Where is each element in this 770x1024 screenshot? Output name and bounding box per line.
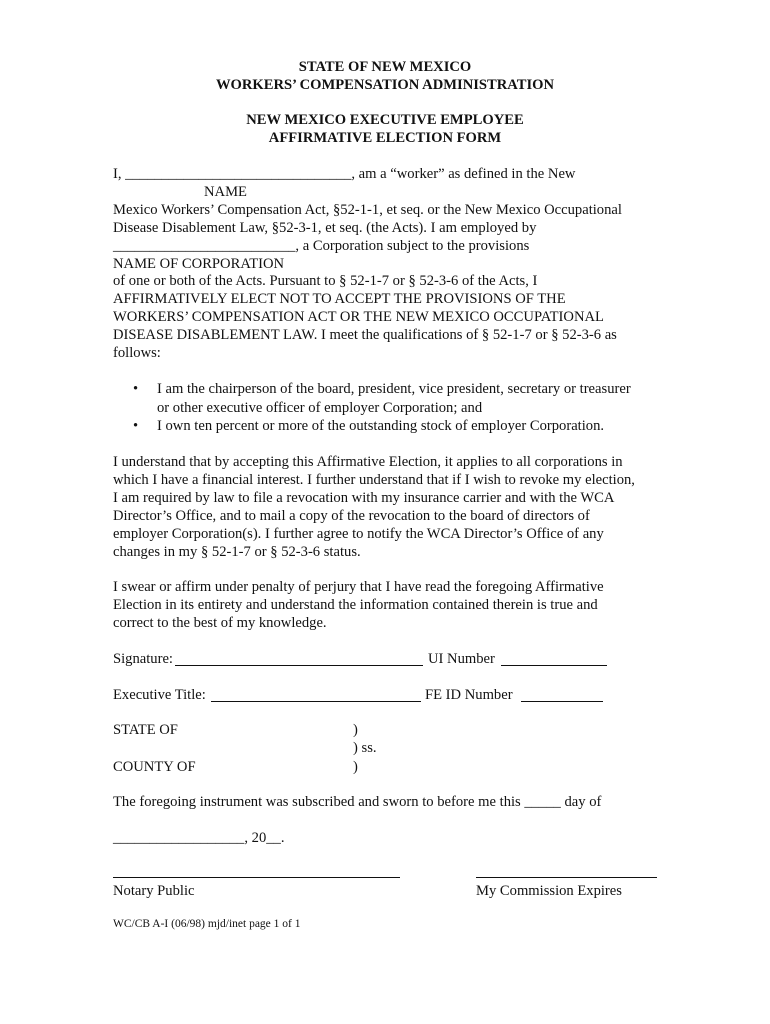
notary-public-label: Notary Public: [113, 883, 195, 899]
understand-line-1: I understand that by accepting this Affirmative Election, it applies to all corporations in: [113, 454, 623, 470]
form-title-line1: NEW MEXICO EXECUTIVE EMPLOYEE: [246, 112, 524, 128]
understand-line-4: Director’s Office, and to mail a copy of the revocation to the board of directors of: [113, 508, 590, 524]
understand-line-5: employer Corporation(s). I further agree to notify the WCA Director’s Office of any: [113, 526, 604, 542]
swear-line-1: I swear or affirm under penalty of perjury that I have read the foregoing Affirmative: [113, 579, 604, 595]
header-state: STATE OF NEW MEXICO: [298, 59, 472, 75]
intro-line-1: I, _______________________________, am a “worker” as defined in the New: [113, 166, 576, 182]
name-field[interactable]: _______________________________: [125, 166, 352, 182]
state-of-label: STATE OF: [113, 722, 178, 738]
bullet-1-line-1: I am the chairperson of the board, president, vice president, secretary or treasurer: [157, 381, 631, 397]
name-label: NAME: [204, 184, 247, 200]
corporation-field[interactable]: _________________________: [113, 238, 296, 254]
intro-line-7: of one or both of the Acts. Pursuant to § 52-1-7 or § 52-3-6 of the Acts, I: [113, 273, 538, 289]
signature-field[interactable]: [175, 665, 423, 666]
bullet-icon: •: [133, 418, 139, 434]
ss-paren: ) ss.: [353, 740, 377, 756]
form-code-footer: WC/CB A-I (06/98) mjd/inet page 1 of 1: [113, 918, 301, 930]
date-line[interactable]: __________________, 20__.: [113, 830, 285, 846]
understand-line-2: which I have a financial interest. I further understand that if I wish to revoke my election,: [113, 472, 635, 488]
understand-line-3: I am required by law to file a revocation with my insurance carrier and with the WCA: [113, 490, 615, 506]
ui-number-label: UI Number: [428, 651, 495, 667]
understand-line-6: changes in my § 52-1-7 or § 52-3-6 status.: [113, 544, 361, 560]
signature-label: Signature:: [113, 651, 173, 667]
paren: ): [353, 722, 358, 738]
county-of-label: COUNTY OF: [113, 759, 196, 775]
intro-line-9: WORKERS’ COMPENSATION ACT OR THE NEW MEXICO OCCUPATIONAL: [113, 309, 604, 325]
intro-line-8: AFFIRMATIVELY ELECT NOT TO ACCEPT THE PROVISIONS OF THE: [113, 291, 566, 307]
swear-line-3: correct to the best of my knowledge.: [113, 615, 327, 631]
ui-number-field[interactable]: [501, 665, 607, 666]
fe-id-label: FE ID Number: [425, 687, 513, 703]
fe-id-field[interactable]: [521, 701, 603, 702]
bullet-1-line-2: or other executive officer of employer Corporation; and: [157, 400, 483, 416]
swear-line-2: Election in its entirety and understand the information contained therein is true and: [113, 597, 598, 613]
executive-title-field[interactable]: [211, 701, 421, 702]
form-title-line2: AFFIRMATIVE ELECTION FORM: [268, 130, 502, 146]
intro-line-11: follows:: [113, 345, 161, 361]
notary-signature-line[interactable]: [113, 877, 400, 878]
bullet-icon: •: [133, 381, 139, 397]
intro-line-5: _________________________, a Corporation subject to the provisions: [113, 238, 530, 254]
paren: ): [353, 759, 358, 775]
bullet-2: I own ten percent or more of the outstanding stock of employer Corporation.: [157, 418, 605, 434]
sworn-statement: The foregoing instrument was subscribed and sworn to before me this _____ day of: [113, 794, 602, 810]
corporation-label: NAME OF CORPORATION: [113, 256, 285, 272]
intro-line-3: Mexico Workers’ Compensation Act, §52-1-1, et seq. or the New Mexico Occupational: [113, 202, 622, 218]
intro-line-10: DISEASE DISABLEMENT LAW. I meet the qualifications of § 52-1-7 or § 52-3-6 as: [113, 327, 617, 343]
intro-line-4: Disease Disablement Law, §52-3-1, et seq. (the Acts). I am employed by: [113, 220, 537, 236]
header-agency: WORKERS’ COMPENSATION ADMINISTRATION: [215, 77, 555, 93]
commission-expires-label: My Commission Expires: [476, 883, 622, 899]
executive-title-label: Executive Title:: [113, 687, 206, 703]
commission-expires-line[interactable]: [476, 877, 657, 878]
